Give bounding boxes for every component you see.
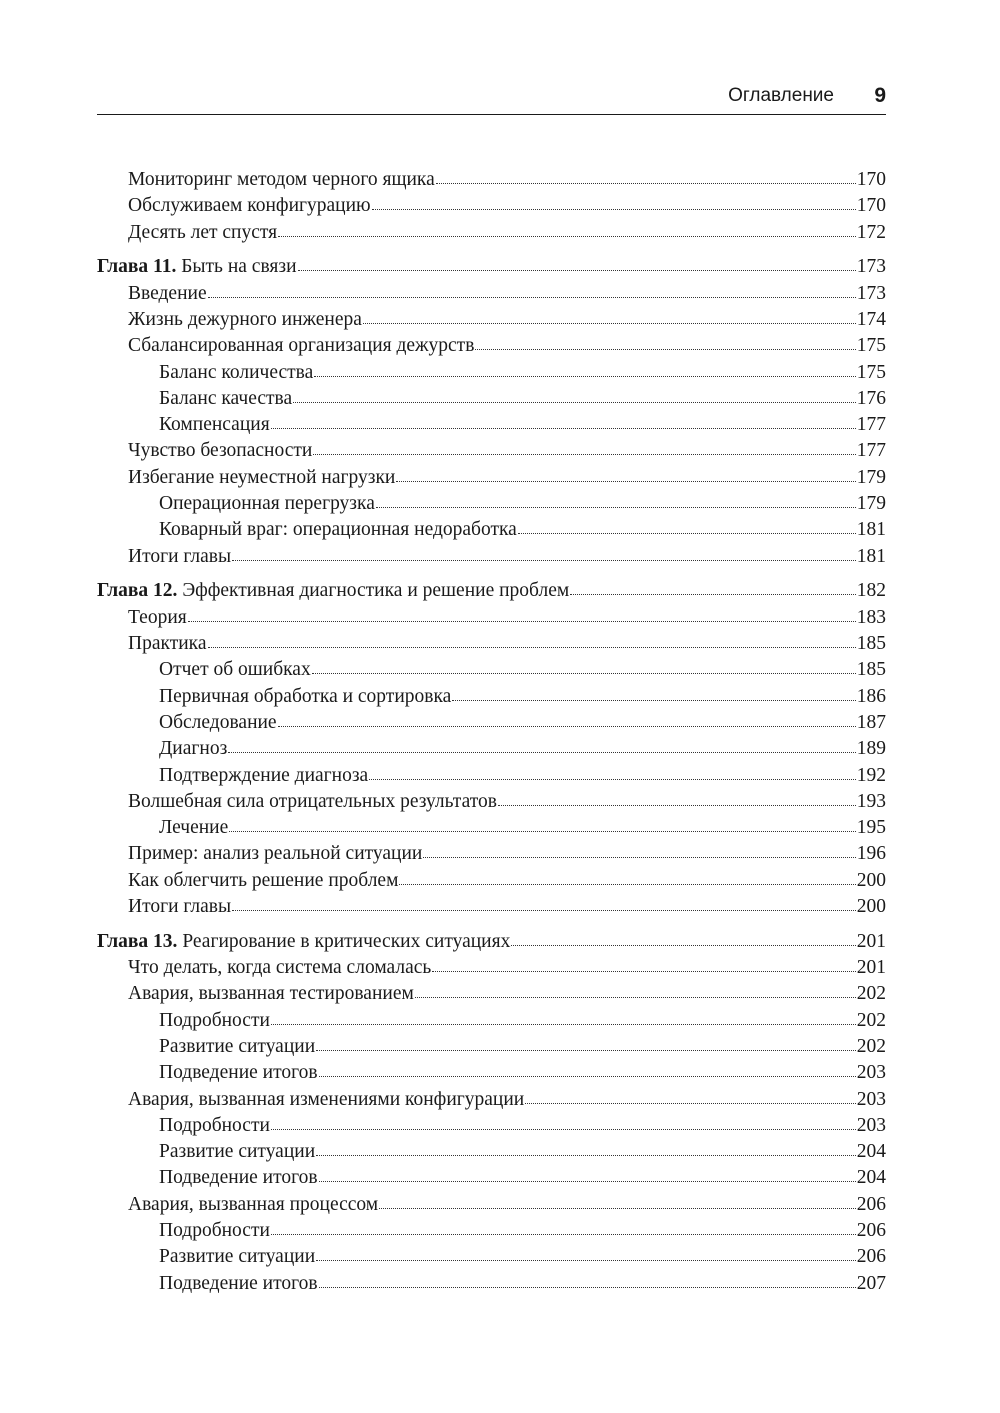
toc-entry-label: [128, 894, 231, 920]
entry-page-number: 187: [856, 711, 886, 733]
toc-entry-label: [159, 710, 277, 736]
entry-page-number: 203: [856, 1088, 886, 1110]
toc-subsection-entry[interactable]: [97, 815, 886, 841]
toc-subsection-entry[interactable]: [97, 657, 886, 683]
toc-entry-label: [159, 1165, 318, 1191]
toc-subsection-entry[interactable]: [97, 517, 886, 543]
entry-title: Первичная обработка и сортировка: [159, 685, 452, 707]
entry-page-number: 206: [856, 1246, 886, 1268]
dot-leader: [228, 752, 855, 753]
dot-leader: [415, 997, 856, 998]
entry-title: Реагирование в критических ситуациях: [177, 930, 511, 952]
entry-page-number: 170: [856, 169, 886, 190]
dot-leader: [232, 560, 856, 561]
dot-leader: [319, 1076, 856, 1077]
entry-title: Жизнь дежурного инженера: [128, 308, 362, 330]
dot-leader: [208, 297, 856, 298]
toc-chapter-entry[interactable]: [97, 578, 886, 604]
dot-leader: [316, 1260, 856, 1261]
dot-leader: [271, 1234, 856, 1235]
toc-section-entry[interactable]: [97, 307, 886, 333]
toc-section-entry[interactable]: [97, 631, 886, 657]
entry-title: Мониторинг методом черного ящика: [128, 169, 435, 190]
dot-leader: [570, 594, 856, 595]
toc-subsection-entry[interactable]: [97, 1034, 886, 1060]
toc-section-entry[interactable]: [97, 544, 886, 570]
dot-leader: [432, 971, 855, 972]
toc-entry-label: [128, 544, 231, 570]
entry-page-number: 175: [856, 335, 886, 357]
toc-entry-label: [128, 605, 187, 631]
toc-entry-label: [128, 167, 435, 193]
dot-leader: [208, 647, 856, 648]
entry-page-number: 185: [856, 659, 886, 681]
dot-leader: [312, 673, 856, 674]
entry-page-number: 207: [856, 1272, 886, 1294]
entry-title: Что делать, когда система сломалась: [128, 957, 432, 979]
entry-page-number: 176: [856, 387, 886, 409]
dot-leader: [396, 481, 855, 482]
toc-chapter-entry[interactable]: [97, 929, 886, 955]
toc-section-entry[interactable]: [97, 605, 886, 631]
entry-title: Развитие ситуации: [159, 1246, 316, 1268]
toc-entry-label: [159, 763, 368, 789]
toc-entry-label: [159, 736, 227, 762]
dot-leader: [278, 236, 856, 237]
toc-entry-label: [128, 465, 395, 491]
toc-section-entry[interactable]: [97, 841, 886, 867]
toc-entry-label: [97, 578, 569, 604]
toc-entry-label: [97, 929, 510, 955]
dot-leader: [271, 428, 856, 429]
entry-title: Введение: [128, 282, 207, 304]
toc-section-entry[interactable]: [97, 955, 886, 981]
toc-entry-label: [159, 360, 313, 386]
entry-title: Волшебная сила отрицательных результатов: [128, 790, 497, 812]
dot-leader: [452, 700, 855, 701]
toc-subsection-entry[interactable]: [97, 684, 886, 710]
dot-leader: [313, 454, 855, 455]
toc-entry-label: [159, 1113, 270, 1139]
toc-subsection-entry[interactable]: [97, 1139, 886, 1165]
toc-section-entry[interactable]: [97, 465, 886, 491]
toc-section-entry[interactable]: [97, 789, 886, 815]
toc-section-entry[interactable]: [97, 1192, 886, 1218]
entry-title: Как облегчить решение проблем: [128, 869, 399, 891]
dot-leader: [316, 1155, 856, 1156]
entry-page-number: 201: [856, 957, 886, 979]
entry-title: Обследование: [159, 711, 277, 733]
entry-page-number: 179: [856, 466, 886, 488]
entry-page-number: 195: [856, 817, 886, 839]
toc-section-entry[interactable]: [97, 981, 886, 1007]
entry-title: Быть на связи: [176, 256, 297, 278]
toc-section-entry[interactable]: [97, 193, 886, 219]
toc-entry-label: [159, 684, 451, 710]
entry-page-number: 204: [856, 1141, 886, 1163]
toc-entry-label: [128, 1192, 378, 1218]
toc-subsection-entry[interactable]: [97, 1271, 886, 1297]
toc-section-entry[interactable]: [97, 281, 886, 307]
toc-entry-label: [159, 657, 311, 683]
dot-leader: [372, 209, 856, 210]
entry-title: Подведение итогов: [159, 1272, 318, 1294]
dot-leader: [511, 945, 855, 946]
entry-page-number: 200: [856, 869, 886, 891]
entry-page-number: 179: [856, 493, 886, 515]
dot-leader: [475, 349, 855, 350]
chapter-number: Глава 11.: [97, 256, 177, 278]
entry-page-number: 203: [856, 1114, 886, 1136]
entry-title: Развитие ситуации: [159, 1036, 316, 1057]
toc-section-entry[interactable]: [97, 868, 886, 894]
dot-leader: [423, 857, 855, 858]
dot-leader: [319, 1181, 856, 1182]
toc-subsection-entry[interactable]: [97, 1244, 886, 1270]
entry-title: Подтверждение диагноза: [159, 764, 369, 786]
entry-title: Пример: анализ реальной ситуации: [128, 843, 423, 865]
toc-section-entry[interactable]: [97, 1087, 886, 1113]
dot-leader: [399, 884, 855, 885]
toc-entry-label: [159, 517, 517, 543]
entry-title: Операционная перегрузка: [159, 493, 375, 515]
toc-entry-label: [128, 1087, 524, 1113]
dot-leader: [278, 726, 856, 727]
running-header: [97, 84, 886, 115]
chapter-number: Глава 13.: [97, 930, 178, 952]
entry-page-number: 193: [856, 790, 886, 812]
entry-title: Подробности: [159, 1220, 270, 1242]
entry-title: Сбалансированная организация дежурств: [128, 335, 475, 357]
entry-title: Подведение итогов: [159, 1167, 318, 1189]
entry-title: Авария, вызванная тестированием: [128, 983, 414, 1005]
toc-entry-label: [159, 1139, 315, 1165]
dot-leader: [518, 533, 856, 534]
toc-group: [97, 167, 886, 246]
entry-title: Баланс количества: [159, 361, 314, 383]
toc-entry-label: [128, 193, 371, 219]
toc-entry-label: [159, 386, 292, 412]
toc-entry-label: [159, 1244, 315, 1270]
toc-entry-label: [159, 1218, 270, 1244]
toc-subsection-entry[interactable]: [97, 736, 886, 762]
entry-title: Авария, вызванная изменениями конфигурации: [128, 1088, 525, 1110]
entry-page-number: 185: [856, 633, 886, 655]
toc-entry-label: [159, 1060, 318, 1086]
entry-page-number: 177: [856, 414, 886, 436]
section-title: Оглавление: [728, 85, 834, 106]
toc-subsection-entry[interactable]: [97, 763, 886, 789]
toc-entry-label: [128, 789, 497, 815]
toc-subsection-entry[interactable]: [97, 412, 886, 438]
table-of-contents: [97, 167, 886, 1305]
entry-title: Избегание неуместной нагрузки: [128, 466, 396, 488]
dot-leader: [316, 1050, 856, 1051]
entry-page-number: 189: [856, 738, 886, 760]
entry-page-number: 200: [856, 896, 886, 918]
toc-subsection-entry[interactable]: [97, 491, 886, 517]
chapter-number: Глава 12.: [97, 580, 178, 602]
toc-subsection-entry[interactable]: [97, 386, 886, 412]
toc-subsection-entry[interactable]: [97, 710, 886, 736]
entry-page-number: 181: [856, 519, 886, 541]
dot-leader: [498, 805, 856, 806]
dot-leader: [436, 183, 856, 184]
entry-page-number: 204: [856, 1167, 886, 1189]
toc-entry-label: [97, 254, 297, 280]
toc-group: [97, 254, 886, 570]
entry-page-number: 175: [856, 361, 886, 383]
entry-page-number: 173: [856, 282, 886, 304]
toc-entry-label: [159, 1008, 270, 1034]
toc-group: [97, 578, 886, 920]
entry-page-number: 172: [856, 221, 886, 243]
toc-subsection-entry[interactable]: [97, 1008, 886, 1034]
entry-page-number: 182: [856, 580, 886, 602]
entry-title: Итоги главы: [128, 896, 232, 918]
entry-page-number: 177: [856, 440, 886, 462]
entry-page-number: 186: [856, 685, 886, 707]
toc-entry-label: [159, 815, 228, 841]
entry-page-number: 202: [856, 983, 886, 1005]
toc-entry-label: [128, 220, 277, 246]
entry-page-number: 192: [856, 764, 886, 786]
toc-entry-label: [128, 438, 312, 464]
toc-section-entry[interactable]: [97, 220, 886, 246]
entry-page-number: 181: [856, 545, 886, 567]
entry-title: Эффективная диагностика и решение проблем: [177, 580, 570, 602]
toc-subsection-entry[interactable]: [97, 1113, 886, 1139]
entry-page-number: 170: [856, 195, 886, 217]
entry-page-number: 203: [856, 1062, 886, 1084]
dot-leader: [363, 323, 856, 324]
toc-chapter-entry[interactable]: [97, 254, 886, 280]
entry-title: Отчет об ошибках: [159, 659, 311, 681]
toc-entry-label: [128, 307, 362, 333]
entry-title: Подробности: [159, 1114, 270, 1136]
toc-subsection-entry[interactable]: [97, 1165, 886, 1191]
entry-page-number: 174: [856, 308, 886, 330]
toc-group: [97, 929, 886, 1297]
entry-title: Баланс качества: [159, 387, 293, 409]
entry-page-number: 201: [856, 930, 886, 952]
toc-section-entry[interactable]: [97, 894, 886, 920]
toc-subsection-entry[interactable]: [97, 1218, 886, 1244]
dot-leader: [376, 507, 856, 508]
entry-title: Коварный враг: операционная недоработка: [159, 519, 517, 541]
toc-entry-label: [128, 868, 398, 894]
dot-leader: [229, 831, 856, 832]
dot-leader: [319, 1287, 856, 1288]
toc-section-entry[interactable]: [97, 167, 886, 193]
toc-entry-label: [128, 281, 207, 307]
dot-leader: [525, 1103, 856, 1104]
dot-leader: [232, 910, 856, 911]
dot-leader: [298, 270, 856, 271]
dot-leader: [188, 621, 856, 622]
toc-subsection-entry[interactable]: [97, 1060, 886, 1086]
entry-page-number: 206: [856, 1193, 886, 1215]
toc-subsection-entry[interactable]: [97, 360, 886, 386]
entry-title: Чувство безопасности: [128, 440, 313, 462]
entry-title: Компенсация: [159, 414, 270, 436]
dot-leader: [314, 376, 856, 377]
entry-title: Теория: [128, 606, 187, 628]
entry-title: Подробности: [159, 1009, 270, 1031]
entry-title: Авария, вызванная процессом: [128, 1193, 379, 1215]
entry-title: Подведение итогов: [159, 1062, 318, 1084]
entry-page-number: 206: [856, 1220, 886, 1242]
dot-leader: [379, 1208, 856, 1209]
entry-title: Десять лет спустя: [128, 221, 278, 243]
toc-entry-label: [159, 1034, 315, 1060]
entry-title: Развитие ситуации: [159, 1141, 316, 1163]
toc-entry-label: [128, 981, 414, 1007]
entry-title: Лечение: [159, 817, 229, 839]
entry-title: Диагноз: [159, 738, 228, 760]
entry-page-number: 196: [856, 843, 886, 865]
toc-entry-label: [159, 491, 375, 517]
page-number: 9: [874, 84, 886, 107]
toc-entry-label: [159, 1271, 318, 1297]
toc-entry-label: [128, 955, 431, 981]
toc-section-entry[interactable]: [97, 438, 886, 464]
entry-title: Обслуживаем конфигурацию: [128, 195, 371, 217]
dot-leader: [293, 402, 856, 403]
dot-leader: [369, 779, 856, 780]
toc-entry-label: [128, 333, 474, 359]
entry-page-number: 173: [856, 256, 886, 278]
entry-title: Практика: [128, 633, 207, 655]
entry-page-number: 202: [856, 1009, 886, 1031]
dot-leader: [271, 1024, 856, 1025]
toc-entry-label: [128, 631, 207, 657]
entry-title: Итоги главы: [128, 545, 232, 567]
dot-leader: [271, 1129, 856, 1130]
entry-page-number: 202: [856, 1036, 886, 1057]
entry-page-number: 183: [856, 606, 886, 628]
toc-section-entry[interactable]: [97, 333, 886, 359]
toc-entry-label: [128, 841, 422, 867]
toc-entry-label: [159, 412, 270, 438]
